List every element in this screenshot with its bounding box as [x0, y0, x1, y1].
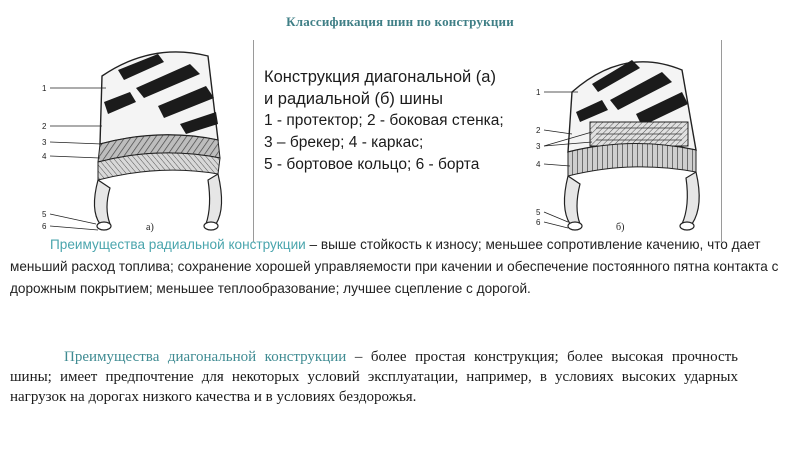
figure-a-letter: а) [146, 222, 154, 233]
callout-b-4: 4 [536, 160, 541, 169]
radial-advantages-text: – выше стойкость к износу; меньшее сопротивление качению, что дает меньший расход топлива; сохранение хорошей управляемости при качении и обеспечение постоянного пятна контакта с дорожным покрытием; меньшее теплообразование; лучшее сцепление с дорогой. [10, 237, 779, 296]
callout-a-5: 5 [42, 210, 47, 219]
diagonal-advantages [10, 347, 738, 407]
radial-advantages [10, 234, 790, 300]
caption-legend-2: 5 - бортовое кольцо; 6 - борта [264, 156, 480, 173]
callout-a-1: 1 [42, 84, 47, 93]
figure-caption [264, 66, 504, 176]
diagonal-advantages-lead: Преимущества диагональной конструкции [64, 349, 347, 365]
callout-a-6: 6 [42, 222, 47, 231]
callout-b-2: 2 [536, 126, 541, 135]
callout-b-3: 3 [536, 142, 541, 151]
callout-a-4: 4 [42, 152, 47, 161]
radial-advantages-lead: Преимущества радиальной конструкции [50, 237, 306, 252]
diagonal-tire-figure [40, 40, 250, 240]
page-title: Классификация шин по конструкции [286, 14, 514, 29]
diagonal-advantages-text: – более простая конструкция; более высокая прочность шины; имеет предпочтение для некоторых условий эксплуатации, например, в условиях высоких ударных нагрузок на дорогах низкого качества и в условиях бездорожья. [10, 349, 739, 405]
divider-line-left [253, 40, 254, 242]
callout-b-1: 1 [536, 88, 541, 97]
radial-tire-figure [532, 40, 732, 240]
figure-b-letter: б) [616, 222, 625, 233]
callout-a-3: 3 [42, 138, 47, 147]
callout-b-5: 5 [536, 208, 541, 217]
caption-legend: 1 - протектор; 2 - боковая стенка; 3 – брекер; 4 - каркас; [264, 112, 504, 151]
callout-b-6: 6 [536, 218, 541, 227]
callout-a-2: 2 [42, 122, 47, 131]
caption-heading: Конструкция диагональной (а) и радиальной (б) шины [264, 68, 496, 108]
